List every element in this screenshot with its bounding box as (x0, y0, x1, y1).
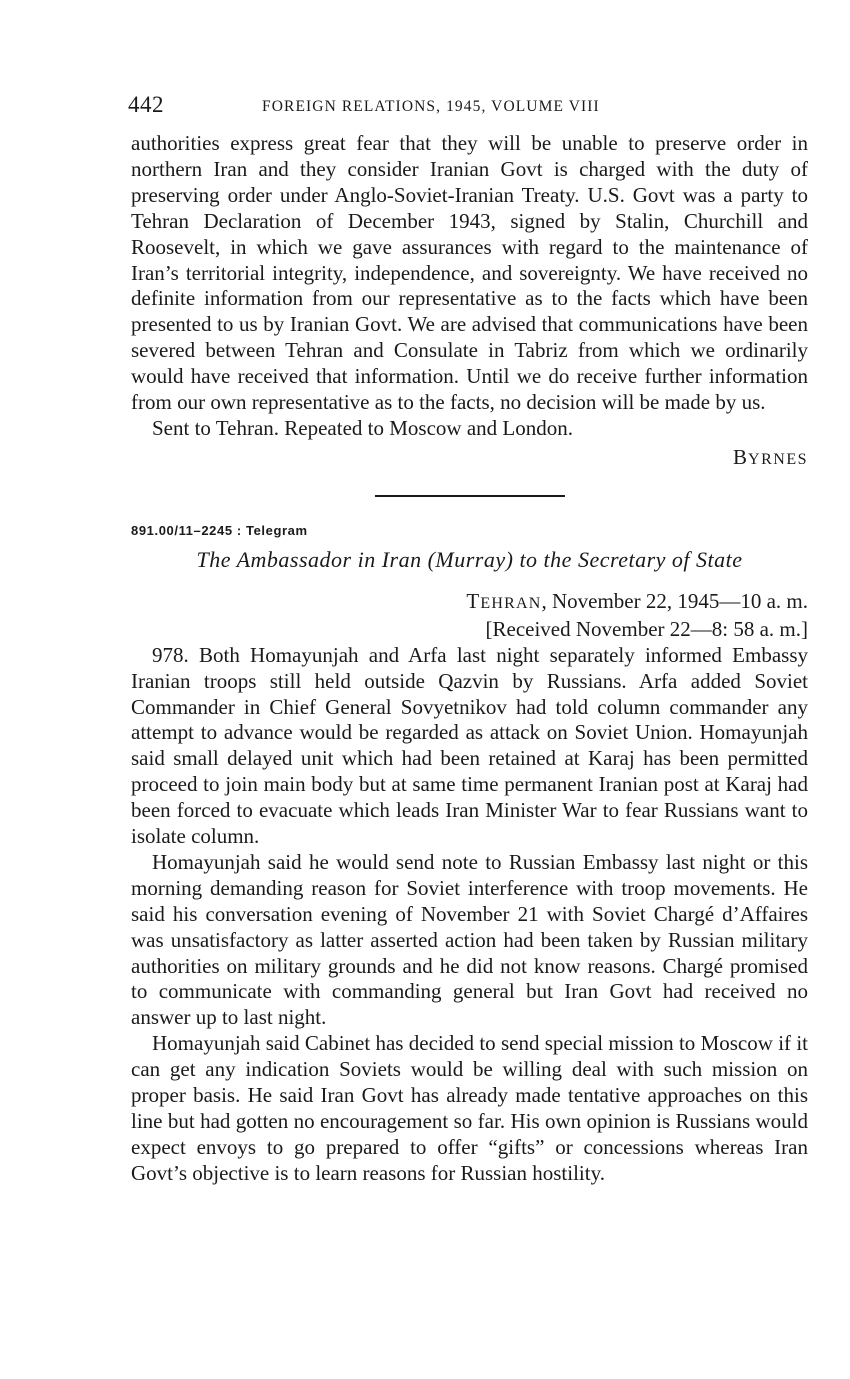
running-title: FOREIGN RELATIONS, 1945, VOLUME VIII (262, 98, 600, 115)
sent-line: Sent to Tehran. Repeated to Moscow and London. (152, 415, 573, 440)
telegram-paragraph-1: 978. Both Homayunjah and Arfa last night separately informed Embassy Iranian troops still held outside Qazvin by Russians. Arfa added Soviet Commander in Chief General Sovyetnikov had told column commander any attempt to advance would be regarded as attack on Soviet Union. Homayunjah said small delayed unit which had been retained at Karaj has been permitted proceed to join main body but at same time permanent Iranian post at Karaj had been forced to evacuate which leads Iran Minister War to fear Russians want to isolate column. (131, 642, 808, 849)
place-rest: EHRAN (480, 594, 542, 612)
signature-rest: YRNES (748, 450, 808, 468)
telegram-paragraph-2: Homayunjah said he would send note to Russian Embassy last night or this morning demanding reason for Soviet interference with troop movements. He said his conversation evening of November 21 with Soviet Chargé d’Affaires was unsatisfactory as latter asserted action had been taken by Russian military authorities on military grounds and he did not know reasons. Chargé promised to communicate with commanding general but Iran Govt had received no answer up to last night. (131, 849, 808, 1030)
document-heading: The Ambassador in Iran (Murray) to the Secretary of State (196, 546, 743, 572)
page-number: 442 (128, 92, 164, 117)
continuation-paragraph: authorities express great fear that they will be unable to preserve order in northern Iran and they consider Iranian Govt is charged with the duty of preserving order under Anglo-Soviet-Iranian Treaty. U.S. Govt was a party to Tehran Declaration of December 1943, signed by Stalin, Churchill and Roosevelt, in which we gave assurances with regard to the maintenance of Iran’s territorial integrity, independence, and sovereignty. We have received no definite information from our representative as to the facts which have been presented to us by Iranian Govt. We are advised that communications have been severed between Tehran and Consulate in Tabriz from which we ordinarily would have received that information. Until we do receive further information from our own representative as to the facts, no decision will be made by us. (131, 131, 808, 415)
dateline (131, 589, 808, 617)
signature-initial: B (733, 444, 749, 469)
running-header (128, 92, 808, 128)
signature (131, 444, 808, 473)
section-divider (375, 495, 565, 497)
file-reference: 891.00/11–2245 : Telegram (131, 522, 308, 538)
received-line: [Received November 22—8: 58 a. m.] (485, 616, 808, 641)
date-text: , November 22, 1945—10 a. m. (541, 588, 808, 613)
place-initial: T (466, 588, 481, 613)
document-page (128, 92, 808, 1187)
telegram-paragraph-3: Homayunjah said Cabinet has decided to send special mission to Moscow if it can get any indication Soviets would be willing deal with such mission on proper basis. He said Iran Govt has already made tentative approaches on this line but had gotten no encouragement so far. His own opinion is Russians would expect envoys to go prepared to offer “gifts” or concessions whereas Iran Govt’s objective is to learn reasons for Russian hostility. (131, 1031, 808, 1185)
